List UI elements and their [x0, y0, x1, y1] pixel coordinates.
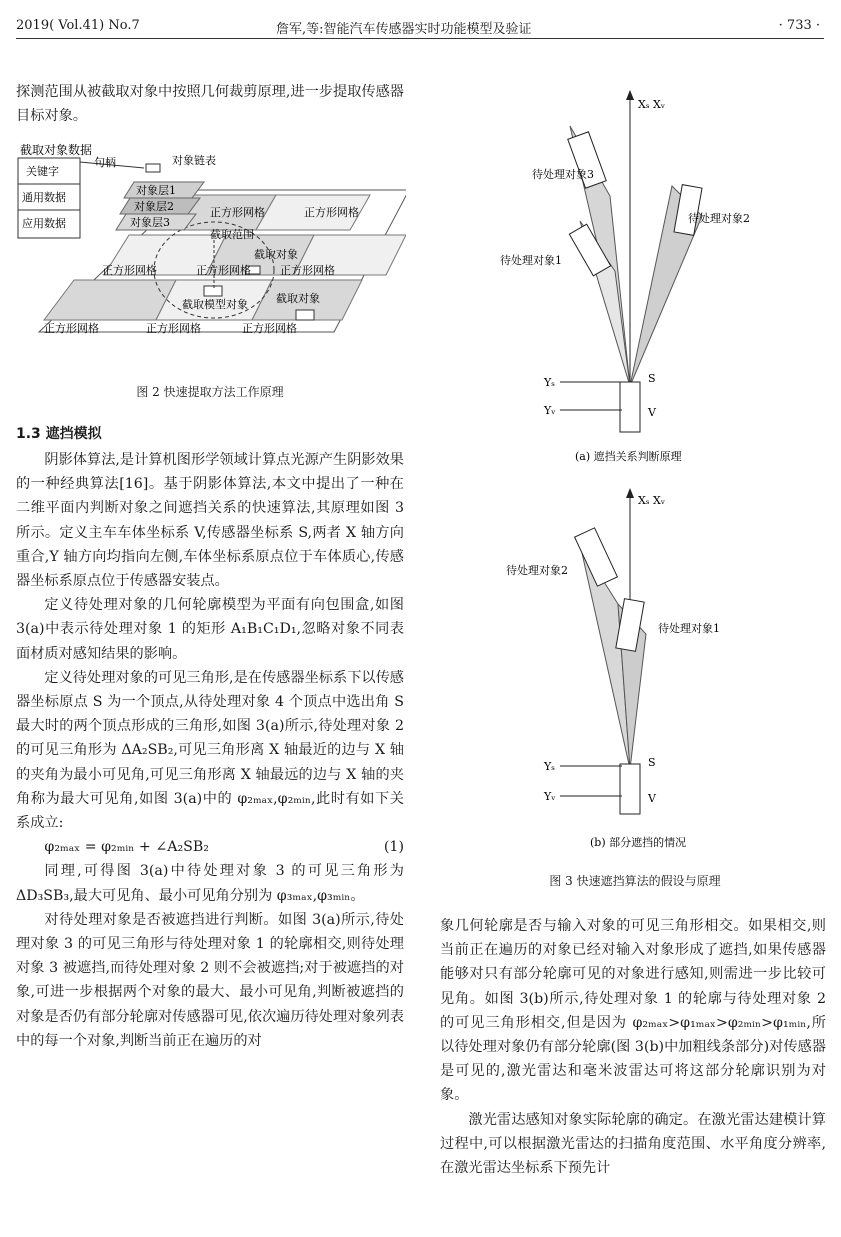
box-row: 应用数据 — [22, 217, 66, 230]
s-label: S — [648, 372, 656, 385]
grid-label: 正方形网格 — [304, 206, 359, 219]
box-title: 截取对象数据 — [20, 143, 93, 157]
grid-label: 正方形网格 — [242, 322, 297, 335]
fig3b-caption: (b) 部分遮挡的情况 — [590, 836, 687, 849]
object-2-label: 待处理对象2 — [688, 212, 750, 225]
figure-3-caption: 图 3 快速遮挡算法的假设与原理 — [549, 874, 721, 888]
car-icon — [575, 528, 618, 586]
paragraph: 阴影体算法,是计算机图形学领域计算点光源产生阴影效果的一种经典算法[16]。基于阴影体算法,本文中提出了一种在二维平面内判断对象之间遮挡关系的快速算法,其原理如图 3 所示。定义主车车体坐标系 V,传感器坐标系 S,两者 X 轴方向重合,Y 轴方向均指向左侧,车体坐标系原点位于车体质心,传感器坐标系原点位于传感器安装点。 — [16, 452, 404, 590]
cut-object-label: 截取对象 — [276, 292, 320, 305]
journal-issue: 2019( Vol.41) No.7 — [16, 18, 140, 33]
object-list-label: 对象链表 — [172, 154, 216, 167]
paragraph: 象几何轮廓是否与输入对象的可见三角形相交。如果相交,则当前正在遍历的对象已经对输入对象形成了遮挡,如果传感器能够对只有部分轮廓可见的对象进行感知,则需进一步比较可见角。如图 3(b)所示,待处理对象 1 的轮廓与待处理对象 2 的可见三角形相交,但是因为 φ₂ₘₐₓ>φ₁ₘₐₓ>φ₂ₘᵢₙ>φ₁ₘᵢₙ,所以待处理对象仍有部分轮廓(图 3(b)中加粗线条部分)对传感器是可见的,激光雷达和毫米波雷达可将这部分轮廓识别为对象。 — [440, 918, 826, 1104]
paragraph: 定义待处理对象的可见三角形,是在传感器坐标系下以传感器坐标原点 S 为一个顶点,从待处理对象 4 个顶点中选出角 S 最大时的两个顶点形成的三角形,如图 3(a)所示,待处理对象 2 的可见三角形为 ΔA₂SB₂,可见三角形离 X 轴最近的边与 X 轴的夹角为最小可见角,可见三角形离 X 轴最远的边与 X 轴的夹角称为最大可见角,如图 3(a)中的 φ₂ₘₐₓ,φ₂ₘᵢₙ,此时有如下关系成立: — [16, 669, 404, 832]
axis-label: Xₛ Xᵥ — [638, 98, 665, 111]
s-label: S — [648, 756, 656, 769]
axis-label: Xₛ Xᵥ — [638, 494, 665, 507]
layer-label: 对象层3 — [130, 216, 170, 229]
v-label: V — [648, 406, 656, 419]
cut-object-label: 截取对象 — [254, 248, 298, 261]
paragraph: 探测范围从被截取对象中按照几何裁剪原理,进一步提取传感器目标对象。 — [16, 84, 404, 125]
equation: φ₂ₘₐₓ = φ₂ₘᵢₙ + ∠A₂SB₂ — [44, 839, 209, 856]
v-label: V — [648, 792, 656, 805]
figure-2-caption: 图 2 快速提取方法工作原理 — [136, 385, 284, 399]
yv-label: Yᵥ — [544, 790, 556, 803]
right-body — [440, 914, 826, 1180]
equation-number: (1) — [383, 839, 404, 856]
car-icon — [620, 382, 640, 432]
paragraph: 定义待处理对象的几何轮廓模型为平面有向包围盒,如图 3(a)中表示待处理对象 1 的矩形 A₁B₁C₁D₁,忽略对象不同表面材质对感知结果的影响。 — [16, 597, 404, 662]
paragraph: 同理,可得图 3(a)中待处理对象 3 的可见三角形为 ΔD₃SB₃,最大可见角、最小可见角分别为 φ₃ₘₐₓ,φ₃ₘᵢₙ。 — [16, 863, 404, 904]
handle-label: 句柄 — [94, 156, 116, 169]
figure-3a — [440, 86, 830, 466]
paragraph: 对待处理对象是否被遮挡进行判断。如图 3(a)所示,待处理对象 3 的可见三角形与待处理对象 1 的轮廓相交,则待处理对象 3 被遮挡,而待处理对象 2 则不会被遮挡;对于被遮挡的对象,可进一步根据两个对象的最大、最小可见角,判断被遮挡的对象是否仍有部分轮廓对传感器可见,依次遍历待处理对象列表中的每一个对象,判断当前正在遍历的对 — [16, 911, 404, 1049]
ys-label: Yₛ — [544, 760, 555, 773]
fig3a-caption: (a) 遮挡关系判断原理 — [575, 450, 682, 463]
cut-model-label: 截取模型对象 — [182, 298, 248, 311]
layer-label: 对象层1 — [136, 184, 176, 197]
header-rule — [16, 38, 824, 39]
left-para-0 — [16, 80, 404, 128]
car-icon — [620, 764, 640, 814]
running-header — [16, 16, 824, 38]
range-label: 截取范围 — [210, 228, 254, 241]
figure-3b — [440, 484, 830, 854]
equation-1 — [16, 835, 404, 859]
box-row: 通用数据 — [22, 191, 66, 204]
left-body — [16, 448, 404, 1053]
article-title: 詹军,等:智能汽车传感器实时功能模型及验证 — [276, 22, 532, 37]
grid-label: 正方形网格 — [280, 264, 335, 277]
grid-label: 正方形网格 — [44, 322, 99, 335]
object-2-label: 待处理对象2 — [506, 564, 568, 577]
object-1-label: 待处理对象1 — [500, 254, 562, 267]
box-row: 关键字 — [26, 165, 59, 178]
grid-label: 正方形网格 — [146, 322, 201, 335]
yv-label: Yᵥ — [544, 404, 556, 417]
ys-label: Yₛ — [544, 376, 555, 389]
grid-label: 正方形网格 — [196, 264, 251, 277]
layer-label: 对象层2 — [134, 200, 174, 213]
section-heading: 1.3 遮挡模拟 — [16, 426, 102, 442]
object-1-label: 待处理对象1 — [658, 622, 720, 635]
page-number: · 733 · — [778, 18, 820, 33]
grid-label: 正方形网格 — [102, 264, 157, 277]
figure-2 — [14, 140, 406, 370]
object-3-label: 待处理对象3 — [532, 168, 594, 181]
paragraph: 激光雷达感知对象实际轮廓的确定。在激光雷达建模计算过程中,可以根据激光雷达的扫描角度范围、水平角度分辨率,在激光雷达坐标系下预先计 — [440, 1111, 826, 1177]
grid-label: 正方形网格 — [210, 206, 265, 219]
